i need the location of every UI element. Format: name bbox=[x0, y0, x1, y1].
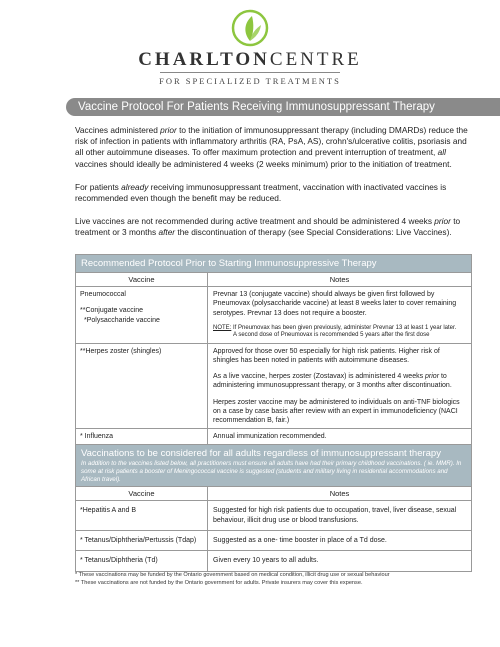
notes-cell: Given every 10 years to all adults. bbox=[213, 557, 319, 565]
column-header-notes: Notes bbox=[329, 489, 350, 499]
notes-cell: Approved for those over 50 especially for high risk patients. Higher risk of shingles has been noted in patients with autoimmune diseases. As a live vaccine, herpes zoster (Zostavax) is administered 4 weeks prior to administering immunosuppressant therapy, or 3 months after discontinuation. Herpes zoster vaccine may be administered to individuals on anti-TNF biologics on a case by case basis after review with an expert in immunodeficiency (NACI recommendation B, fair.) bbox=[213, 347, 460, 425]
notes-cell: Suggested as a one- time booster in place of a Td dose. bbox=[213, 536, 387, 544]
table-row-td bbox=[76, 550, 471, 571]
brand-divider bbox=[160, 72, 340, 73]
brand-tagline: FOR SPECIALIZED TREATMENTS bbox=[159, 76, 341, 86]
table-row-tdap bbox=[76, 530, 471, 550]
table-header-row bbox=[76, 272, 471, 286]
vaccine-cell: **Herpes zoster (shingles) bbox=[76, 344, 208, 428]
section-heading-protocol: Recommended Protocol Prior to Starting Immunosuppressive Therapy bbox=[76, 255, 471, 272]
notes-cell: Prevnar 13 (conjugate vaccine) should always be given first followed by Pneumovax (polysaccharide vaccine) at least 8 weeks later to cover remaining serotypes. Prevnar 13 does not require a booster. NOTE: If Pneumovax has been given previously, administer Prevnar 13 at least 1 year later. A second dose of Pneumovax is recommended 5 years after the first dose bbox=[208, 287, 471, 343]
footnote-not-funded: ** These vaccinations are not funded by the Ontario government for adults. Private insurers may cover this expense. bbox=[75, 579, 363, 586]
section-subheading: In addition to the vaccines listed below, all practitioners must ensure all adults have had their primary childhood vaccinations. ( ie. MMR). In some at risk patients a booster of Meningococcal vaccine is suggested (students and military living in residential accommodations and African travel). bbox=[81, 460, 462, 483]
notes-cell: Annual immunization recommended. bbox=[213, 433, 327, 441]
intro-paragraph-1: Vaccines administered prior to the initiation of immunosuppressant therapy (including DMARDs) reduce the risk of infection in patients with inflammatory arthritis (RA, PsA, AS), crohn's/ulcerative colitis, psoriasis and all other autoimmune diseases. To offer maximum protection and prevent interruption of treatment, all vaccines should ideally be administered 4 weeks (2 weeks minimum) prior to the initiation of treatment. bbox=[75, 125, 468, 169]
vaccine-cell: * Tetanus/Diphtheria (Td) bbox=[76, 551, 208, 571]
intro-text bbox=[75, 125, 470, 249]
table-row-herpes-zoster bbox=[76, 343, 471, 428]
table-row-influenza bbox=[76, 428, 471, 444]
page-title: Vaccine Protocol For Patients Receiving Immunosuppressant Therapy bbox=[66, 98, 500, 116]
intro-paragraph-3: Live vaccines are not recommended during active treatment and should be administered 4 weeks prior to treatment or 3 months after the discontinuation of therapy (see Special Considerations: Live Vaccines). bbox=[75, 216, 461, 238]
table-row-pneumococcal bbox=[76, 286, 471, 343]
column-header-notes: Notes bbox=[329, 275, 350, 284]
vaccine-cell: * Influenza bbox=[76, 429, 208, 444]
table-row-hepatitis bbox=[76, 500, 471, 529]
column-header-vaccine: Vaccine bbox=[76, 273, 208, 286]
footnotes bbox=[75, 572, 475, 587]
column-header-vaccine: Vaccine bbox=[76, 487, 208, 500]
header-logo bbox=[0, 8, 500, 86]
vaccine-table bbox=[75, 254, 472, 572]
vaccine-cell: *Hepatitis A and B bbox=[76, 501, 208, 529]
pneumovax-note: NOTE: If Pneumovax has been given previously, administer Prevnar 13 at least 1 year later. A second dose of Pneumovax is recommended 5 years after the first dose bbox=[213, 324, 457, 339]
section-heading-all-adults: Vaccinations to be considered for all adults regardless of immunosuppressant therapy In addition to the vaccines listed below, all practitioners must ensure all adults have had their primary childhood vaccinations. ( ie. MMR). In some at risk patients a booster of Meningococcal vaccine is suggested (students and military living in residential accommodations and African travel). bbox=[76, 444, 471, 486]
brand-name: CHARLTONCENTRE bbox=[138, 49, 362, 70]
vaccine-cell: Pneumococcal **Conjugate vaccine *Polysaccharide vaccine bbox=[76, 287, 208, 343]
intro-paragraph-2: For patients already receiving immunosuppressant treatment, vaccination with inactivated vaccines is recommended even though the benefit may be reduced. bbox=[75, 181, 447, 204]
vaccine-cell: * Tetanus/Diphtheria/Pertussis (Tdap) bbox=[76, 531, 208, 550]
leaf-logo-icon bbox=[230, 8, 270, 48]
table-header-row bbox=[76, 486, 471, 500]
footnote-funded: * These vaccinations may be funded by the Ontario government based on medical condition, illicit drug use or sexual behaviour bbox=[75, 572, 390, 578]
notes-cell: Suggested for high risk patients due to occupation, travel, liver disease, sexual behaviour, illicit drug use or blood transfusions. bbox=[213, 507, 457, 524]
